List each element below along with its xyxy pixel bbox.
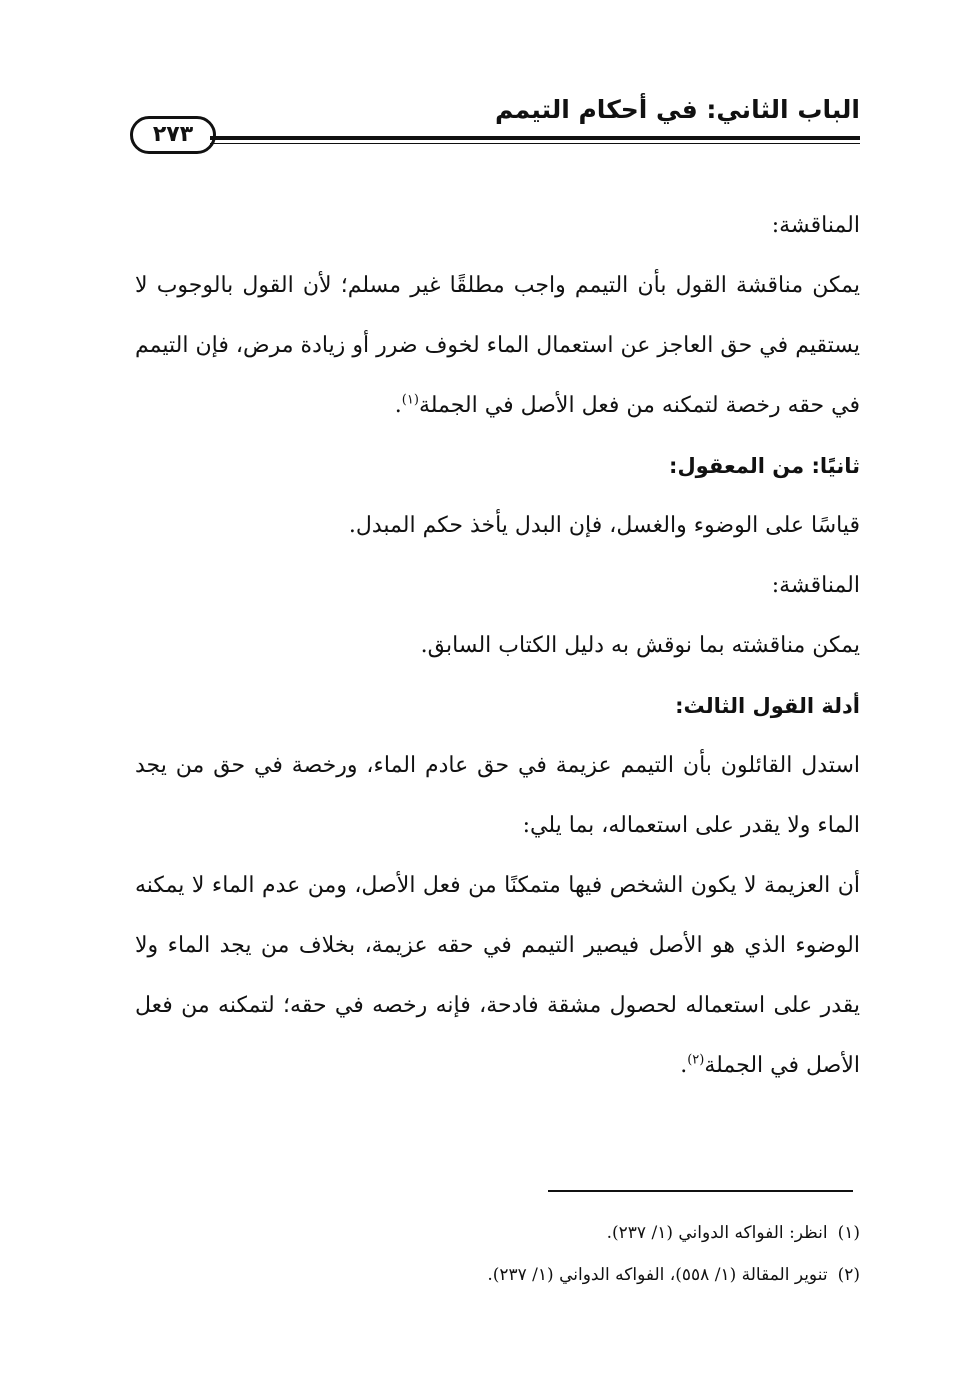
paragraph-2: قياسًا على الوضوء والغسل، فإن البدل يأخذ حكم المبدل. [348, 513, 860, 538]
paragraph-3: يمكن مناقشته بما نوقش به دليل الكتاب السابق. [420, 633, 860, 658]
paragraph-1 [135, 256, 860, 436]
section-heading-munaqasha-2: المناقشة: [771, 573, 860, 598]
footnote-text: انظر: الفواكه الدواني (١/ ٢٣٧). [606, 1223, 828, 1243]
paragraph-4: استدل القائلون بأن التيمم عزيمة في حق عادم الماء، ورخصة في حق من يجد الماء ولا يقدر على استعماله، بما يلي: [135, 753, 860, 838]
running-title: الباب الثاني: في أحكام التيمم [495, 95, 860, 124]
paragraph-1-end: . [394, 393, 402, 418]
footnote-number: (١) [837, 1223, 860, 1243]
header-rule-thin [210, 143, 860, 144]
section-heading-munaqasha: المناقشة: [771, 213, 860, 238]
footnote-number: (٢) [837, 1265, 860, 1285]
footnote-separator [548, 1190, 853, 1192]
paragraph-5-end: . [680, 1053, 688, 1078]
header-rule [210, 136, 860, 140]
main-text [135, 196, 860, 1096]
paragraph-5-text: أن العزيمة لا يكون الشخص فيها متمكنًا من فعل الأصل، ومن عدم الماء لا يمكنه الوضوء الذي هو الأصل فيصير التيمم في حقه عزيمة، بخلاف من يجد الماء ولا يقدر على استعماله لحصول مشقة فادحة، فإنه رخصه في حقه؛ لتمكنه من فعل الأصل في الجملة [135, 873, 860, 1078]
footnote-2 [135, 1254, 860, 1296]
paragraph-1-text: يمكن مناقشة القول بأن التيمم واجب مطلقًا غير مسلم؛ لأن القول بالوجوب لا يستقيم في حق العاجز عن استعمال الماء لخوف ضرر أو زيادة مرض، فإن التيمم في حقه رخصة لتمكنه من فعل الأصل في الجملة [135, 273, 860, 418]
footnote-ref-1[interactable]: (١) [401, 392, 419, 408]
section-heading-thaniyan: ثانيًا: من المعقول: [669, 454, 860, 478]
paragraph-5 [135, 856, 860, 1096]
running-header [130, 92, 860, 162]
footnotes [135, 1212, 860, 1296]
page-number: ٢٧٣ [130, 116, 216, 154]
footnote-text: تنوير المقالة (١/ ٥٥٨)، الفواكه الدواني (١/ ٢٣٧). [487, 1265, 828, 1285]
section-heading-adilla: أدلة القول الثالث: [675, 694, 860, 718]
footnote-1 [135, 1212, 860, 1254]
footnote-ref-2[interactable]: (٢) [687, 1052, 705, 1068]
